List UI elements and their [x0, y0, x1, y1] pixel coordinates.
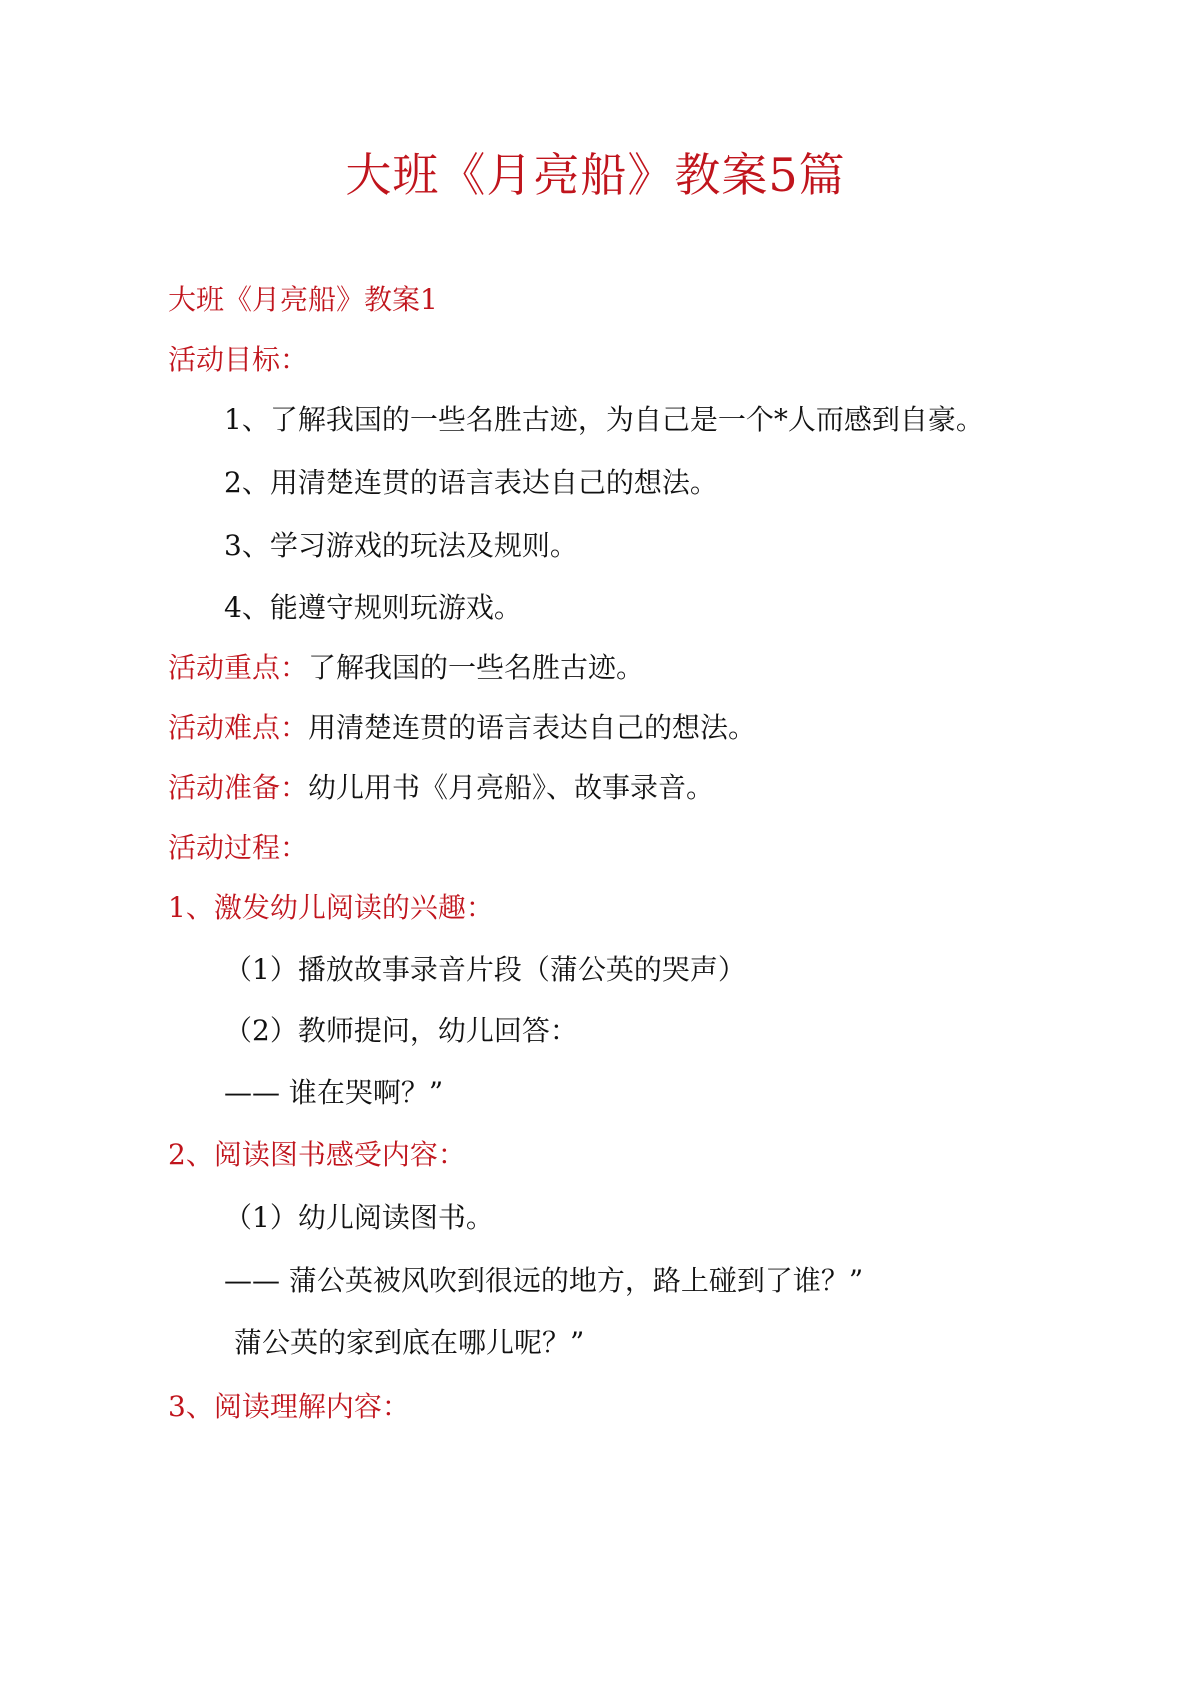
goal-item-3: 3、学习游戏的玩法及规则。	[224, 529, 578, 562]
step1-item-2: （2）教师提问，幼儿回答：	[224, 1014, 578, 1047]
difficulty-text: 用清楚连贯的语言表达自己的想法。	[308, 711, 757, 744]
step1-item-3: —— 谁在哭啊？”	[224, 1076, 444, 1109]
goal-item-2: 2、用清楚连贯的语言表达自己的想法。	[224, 466, 718, 499]
key-point-label: 活动重点：	[168, 651, 309, 684]
step2-heading: 2、阅读图书感受内容：	[168, 1138, 466, 1171]
step1-heading: 1、激发幼儿阅读的兴趣：	[168, 891, 494, 924]
goal-item-1: 1、了解我国的一些名胜古迹，为自己是一个*人而感到自豪。	[224, 403, 984, 436]
difficulty-row	[168, 710, 756, 746]
key-point-text: 了解我国的一些名胜古迹。	[308, 651, 645, 684]
process-label: 活动过程：	[168, 831, 309, 864]
preparation-text: 幼儿用书《月亮船》、故事录音。	[308, 771, 715, 804]
goals-label: 活动目标：	[168, 343, 309, 376]
key-point-row	[168, 650, 644, 686]
preparation-row	[168, 770, 714, 806]
difficulty-label: 活动难点：	[168, 711, 309, 744]
step3-heading: 3、阅读理解内容：	[168, 1390, 410, 1423]
step2-item-2: —— 蒲公英被风吹到很远的地方，路上碰到了谁？”	[224, 1264, 864, 1297]
goal-item-4: 4、能遵守规则玩游戏。	[224, 591, 522, 624]
step2-item-3: 蒲公英的家到底在哪儿呢？”	[234, 1326, 585, 1359]
preparation-label: 活动准备：	[168, 771, 309, 804]
section-heading: 大班《月亮船》教案1	[168, 283, 438, 316]
document-title: 大班《月亮船》教案5篇	[345, 148, 846, 202]
step2-item-1: （1）幼儿阅读图书。	[224, 1201, 494, 1234]
step1-item-1: （1）播放故事录音片段（蒲公英的哭声）	[224, 953, 746, 986]
